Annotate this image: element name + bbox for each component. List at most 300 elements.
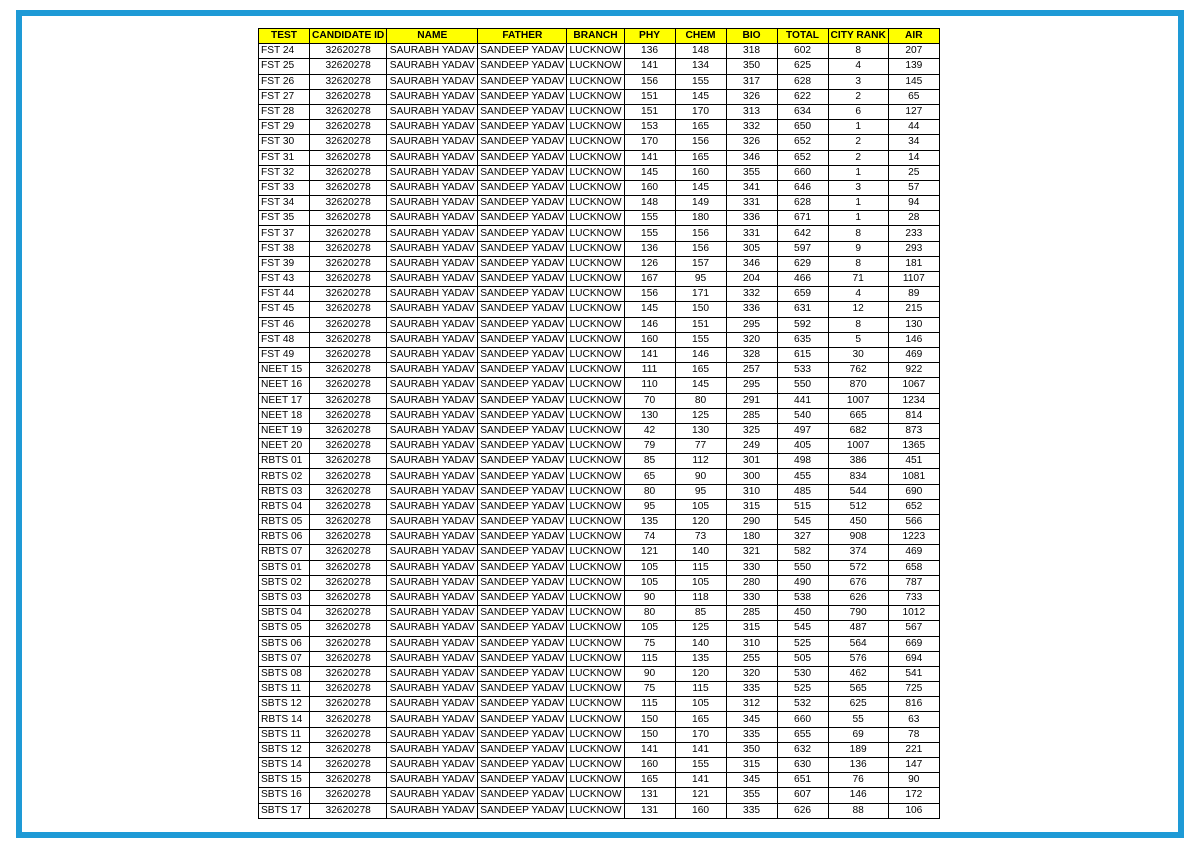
cell-phy: 155	[624, 226, 675, 241]
table-row	[259, 226, 940, 241]
cell-city-rank: 374	[828, 545, 888, 560]
cell-city-rank: 1	[828, 211, 888, 226]
cell-bio: 301	[726, 454, 777, 469]
cell-bio: 335	[726, 682, 777, 697]
cell-total: 602	[777, 44, 828, 59]
cell-air: 215	[888, 302, 939, 317]
cell-test: NEET 15	[259, 363, 310, 378]
cell-father: SANDEEP YADAV	[478, 241, 567, 256]
cell-candidate-id: 32620278	[310, 682, 387, 697]
cell-city-rank: 544	[828, 484, 888, 499]
cell-air: 65	[888, 89, 939, 104]
cell-test: FST 33	[259, 180, 310, 195]
cell-air: 78	[888, 727, 939, 742]
cell-air: 873	[888, 423, 939, 438]
cell-chem: 77	[675, 439, 726, 454]
table-row	[259, 788, 940, 803]
cell-candidate-id: 32620278	[310, 560, 387, 575]
cell-chem: 85	[675, 606, 726, 621]
cell-test: FST 49	[259, 347, 310, 362]
cell-bio: 335	[726, 727, 777, 742]
cell-air: 566	[888, 515, 939, 530]
cell-phy: 90	[624, 590, 675, 605]
cell-total: 441	[777, 393, 828, 408]
cell-phy: 136	[624, 241, 675, 256]
cell-father: SANDEEP YADAV	[478, 393, 567, 408]
table-row	[259, 332, 940, 347]
cell-branch: LUCKNOW	[567, 196, 624, 211]
cell-phy: 141	[624, 347, 675, 362]
cell-bio: 328	[726, 347, 777, 362]
cell-bio: 330	[726, 560, 777, 575]
cell-air: 541	[888, 666, 939, 681]
cell-bio: 326	[726, 89, 777, 104]
cell-air: 207	[888, 44, 939, 59]
cell-city-rank: 1007	[828, 439, 888, 454]
cell-total: 625	[777, 59, 828, 74]
cell-city-rank: 8	[828, 226, 888, 241]
cell-test: FST 44	[259, 287, 310, 302]
cell-candidate-id: 32620278	[310, 499, 387, 514]
cell-air: 652	[888, 499, 939, 514]
cell-name: SAURABH YADAV	[387, 727, 478, 742]
column-header-total: TOTAL	[777, 29, 828, 44]
cell-father: SANDEEP YADAV	[478, 515, 567, 530]
cell-city-rank: 834	[828, 469, 888, 484]
cell-air: 106	[888, 803, 939, 818]
cell-phy: 74	[624, 530, 675, 545]
cell-city-rank: 136	[828, 758, 888, 773]
cell-bio: 315	[726, 621, 777, 636]
cell-test: FST 37	[259, 226, 310, 241]
cell-test: SBTS 15	[259, 773, 310, 788]
cell-chem: 145	[675, 180, 726, 195]
cell-city-rank: 1	[828, 120, 888, 135]
cell-city-rank: 682	[828, 423, 888, 438]
table-row	[259, 484, 940, 499]
cell-name: SAURABH YADAV	[387, 135, 478, 150]
cell-air: 725	[888, 682, 939, 697]
cell-branch: LUCKNOW	[567, 758, 624, 773]
cell-phy: 136	[624, 44, 675, 59]
table-row	[259, 408, 940, 423]
cell-chem: 170	[675, 727, 726, 742]
cell-test: SBTS 12	[259, 742, 310, 757]
cell-air: 469	[888, 545, 939, 560]
cell-phy: 90	[624, 666, 675, 681]
cell-father: SANDEEP YADAV	[478, 499, 567, 514]
cell-test: FST 39	[259, 256, 310, 271]
cell-air: 139	[888, 59, 939, 74]
cell-total: 651	[777, 773, 828, 788]
cell-phy: 160	[624, 758, 675, 773]
cell-bio: 315	[726, 499, 777, 514]
cell-test: SBTS 05	[259, 621, 310, 636]
cell-air: 567	[888, 621, 939, 636]
cell-candidate-id: 32620278	[310, 697, 387, 712]
cell-phy: 160	[624, 332, 675, 347]
cell-city-rank: 9	[828, 241, 888, 256]
cell-test: SBTS 01	[259, 560, 310, 575]
cell-father: SANDEEP YADAV	[478, 44, 567, 59]
cell-branch: LUCKNOW	[567, 226, 624, 241]
cell-city-rank: 908	[828, 530, 888, 545]
cell-candidate-id: 32620278	[310, 211, 387, 226]
cell-test: FST 27	[259, 89, 310, 104]
cell-total: 628	[777, 196, 828, 211]
cell-name: SAURABH YADAV	[387, 59, 478, 74]
cell-father: SANDEEP YADAV	[478, 727, 567, 742]
cell-total: 650	[777, 120, 828, 135]
cell-father: SANDEEP YADAV	[478, 196, 567, 211]
cell-branch: LUCKNOW	[567, 59, 624, 74]
cell-phy: 170	[624, 135, 675, 150]
cell-father: SANDEEP YADAV	[478, 378, 567, 393]
cell-city-rank: 1007	[828, 393, 888, 408]
cell-total: 545	[777, 515, 828, 530]
cell-branch: LUCKNOW	[567, 363, 624, 378]
cell-father: SANDEEP YADAV	[478, 165, 567, 180]
cell-branch: LUCKNOW	[567, 788, 624, 803]
cell-city-rank: 625	[828, 697, 888, 712]
table-row	[259, 727, 940, 742]
cell-air: 28	[888, 211, 939, 226]
cell-city-rank: 450	[828, 515, 888, 530]
cell-chem: 140	[675, 636, 726, 651]
cell-phy: 153	[624, 120, 675, 135]
cell-bio: 350	[726, 742, 777, 757]
cell-total: 626	[777, 803, 828, 818]
table-row	[259, 454, 940, 469]
cell-chem: 165	[675, 150, 726, 165]
cell-branch: LUCKNOW	[567, 651, 624, 666]
cell-city-rank: 88	[828, 803, 888, 818]
cell-phy: 148	[624, 196, 675, 211]
cell-father: SANDEEP YADAV	[478, 150, 567, 165]
cell-candidate-id: 32620278	[310, 515, 387, 530]
cell-name: SAURABH YADAV	[387, 530, 478, 545]
cell-phy: 141	[624, 150, 675, 165]
cell-father: SANDEEP YADAV	[478, 226, 567, 241]
cell-branch: LUCKNOW	[567, 590, 624, 605]
table-row	[259, 256, 940, 271]
cell-test: SBTS 11	[259, 727, 310, 742]
cell-branch: LUCKNOW	[567, 74, 624, 89]
cell-air: 233	[888, 226, 939, 241]
cell-chem: 145	[675, 378, 726, 393]
table-row	[259, 89, 940, 104]
cell-bio: 310	[726, 636, 777, 651]
cell-phy: 135	[624, 515, 675, 530]
table-row	[259, 104, 940, 119]
cell-name: SAURABH YADAV	[387, 317, 478, 332]
cell-chem: 141	[675, 742, 726, 757]
cell-branch: LUCKNOW	[567, 530, 624, 545]
cell-name: SAURABH YADAV	[387, 590, 478, 605]
column-header-bio: BIO	[726, 29, 777, 44]
cell-air: 690	[888, 484, 939, 499]
cell-total: 533	[777, 363, 828, 378]
cell-city-rank: 2	[828, 150, 888, 165]
cell-candidate-id: 32620278	[310, 590, 387, 605]
cell-branch: LUCKNOW	[567, 439, 624, 454]
cell-name: SAURABH YADAV	[387, 120, 478, 135]
cell-air: 63	[888, 712, 939, 727]
cell-city-rank: 3	[828, 180, 888, 195]
cell-name: SAURABH YADAV	[387, 651, 478, 666]
cell-test: SBTS 04	[259, 606, 310, 621]
cell-chem: 120	[675, 666, 726, 681]
cell-name: SAURABH YADAV	[387, 515, 478, 530]
cell-chem: 140	[675, 545, 726, 560]
cell-candidate-id: 32620278	[310, 742, 387, 757]
cell-total: 466	[777, 272, 828, 287]
cell-total: 532	[777, 697, 828, 712]
cell-total: 525	[777, 636, 828, 651]
cell-chem: 157	[675, 256, 726, 271]
cell-total: 550	[777, 560, 828, 575]
cell-branch: LUCKNOW	[567, 211, 624, 226]
cell-total: 497	[777, 423, 828, 438]
cell-bio: 326	[726, 135, 777, 150]
cell-chem: 115	[675, 560, 726, 575]
cell-test: SBTS 17	[259, 803, 310, 818]
table-row	[259, 120, 940, 135]
cell-phy: 130	[624, 408, 675, 423]
cell-branch: LUCKNOW	[567, 484, 624, 499]
cell-phy: 155	[624, 211, 675, 226]
header-row	[259, 29, 940, 44]
cell-test: FST 48	[259, 332, 310, 347]
results-table	[258, 28, 940, 819]
cell-total: 327	[777, 530, 828, 545]
column-header-chem: CHEM	[675, 29, 726, 44]
cell-candidate-id: 32620278	[310, 317, 387, 332]
cell-total: 405	[777, 439, 828, 454]
cell-name: SAURABH YADAV	[387, 560, 478, 575]
cell-phy: 131	[624, 788, 675, 803]
cell-name: SAURABH YADAV	[387, 682, 478, 697]
cell-phy: 85	[624, 454, 675, 469]
cell-test: FST 32	[259, 165, 310, 180]
table-row	[259, 758, 940, 773]
cell-city-rank: 386	[828, 454, 888, 469]
cell-test: NEET 18	[259, 408, 310, 423]
cell-total: 629	[777, 256, 828, 271]
cell-father: SANDEEP YADAV	[478, 803, 567, 818]
table-row	[259, 363, 940, 378]
table-row	[259, 773, 940, 788]
cell-bio: 290	[726, 515, 777, 530]
table-row	[259, 44, 940, 59]
cell-name: SAURABH YADAV	[387, 180, 478, 195]
cell-chem: 160	[675, 803, 726, 818]
table-row	[259, 530, 940, 545]
cell-bio: 313	[726, 104, 777, 119]
cell-air: 694	[888, 651, 939, 666]
cell-candidate-id: 32620278	[310, 530, 387, 545]
cell-test: NEET 17	[259, 393, 310, 408]
cell-branch: LUCKNOW	[567, 272, 624, 287]
cell-chem: 170	[675, 104, 726, 119]
cell-city-rank: 6	[828, 104, 888, 119]
cell-phy: 156	[624, 74, 675, 89]
cell-total: 515	[777, 499, 828, 514]
cell-city-rank: 665	[828, 408, 888, 423]
cell-phy: 115	[624, 651, 675, 666]
cell-test: SBTS 02	[259, 575, 310, 590]
cell-total: 530	[777, 666, 828, 681]
cell-bio: 350	[726, 59, 777, 74]
column-header-test: TEST	[259, 29, 310, 44]
cell-air: 1081	[888, 469, 939, 484]
cell-chem: 134	[675, 59, 726, 74]
cell-name: SAURABH YADAV	[387, 636, 478, 651]
cell-chem: 105	[675, 575, 726, 590]
cell-chem: 155	[675, 74, 726, 89]
cell-phy: 151	[624, 104, 675, 119]
cell-branch: LUCKNOW	[567, 120, 624, 135]
cell-bio: 321	[726, 545, 777, 560]
cell-city-rank: 8	[828, 44, 888, 59]
cell-city-rank: 30	[828, 347, 888, 362]
cell-chem: 141	[675, 773, 726, 788]
cell-branch: LUCKNOW	[567, 575, 624, 590]
cell-air: 1365	[888, 439, 939, 454]
cell-branch: LUCKNOW	[567, 378, 624, 393]
cell-chem: 135	[675, 651, 726, 666]
cell-branch: LUCKNOW	[567, 393, 624, 408]
cell-candidate-id: 32620278	[310, 666, 387, 681]
cell-name: SAURABH YADAV	[387, 742, 478, 757]
cell-air: 293	[888, 241, 939, 256]
cell-test: SBTS 07	[259, 651, 310, 666]
cell-phy: 79	[624, 439, 675, 454]
cell-bio: 332	[726, 287, 777, 302]
cell-bio: 332	[726, 120, 777, 135]
cell-father: SANDEEP YADAV	[478, 651, 567, 666]
cell-total: 607	[777, 788, 828, 803]
cell-candidate-id: 32620278	[310, 575, 387, 590]
cell-test: SBTS 14	[259, 758, 310, 773]
cell-father: SANDEEP YADAV	[478, 590, 567, 605]
cell-total: 632	[777, 742, 828, 757]
cell-total: 652	[777, 135, 828, 150]
cell-phy: 141	[624, 59, 675, 74]
cell-test: FST 45	[259, 302, 310, 317]
cell-phy: 75	[624, 636, 675, 651]
cell-bio: 341	[726, 180, 777, 195]
cell-air: 816	[888, 697, 939, 712]
cell-father: SANDEEP YADAV	[478, 408, 567, 423]
cell-father: SANDEEP YADAV	[478, 135, 567, 150]
cell-phy: 70	[624, 393, 675, 408]
cell-air: 669	[888, 636, 939, 651]
table-row	[259, 317, 940, 332]
cell-phy: 150	[624, 727, 675, 742]
cell-name: SAURABH YADAV	[387, 74, 478, 89]
cell-name: SAURABH YADAV	[387, 621, 478, 636]
cell-bio: 180	[726, 530, 777, 545]
cell-city-rank: 5	[828, 332, 888, 347]
cell-candidate-id: 32620278	[310, 636, 387, 651]
column-header-branch: BRANCH	[567, 29, 624, 44]
cell-phy: 115	[624, 697, 675, 712]
column-header-father: FATHER	[478, 29, 567, 44]
cell-branch: LUCKNOW	[567, 499, 624, 514]
cell-chem: 160	[675, 165, 726, 180]
cell-city-rank: 8	[828, 256, 888, 271]
cell-chem: 125	[675, 621, 726, 636]
cell-branch: LUCKNOW	[567, 621, 624, 636]
cell-air: 127	[888, 104, 939, 119]
cell-air: 1107	[888, 272, 939, 287]
cell-father: SANDEEP YADAV	[478, 302, 567, 317]
cell-total: 525	[777, 682, 828, 697]
cell-test: SBTS 06	[259, 636, 310, 651]
cell-air: 1234	[888, 393, 939, 408]
cell-chem: 73	[675, 530, 726, 545]
cell-chem: 146	[675, 347, 726, 362]
cell-candidate-id: 32620278	[310, 545, 387, 560]
cell-father: SANDEEP YADAV	[478, 180, 567, 195]
table-row	[259, 196, 940, 211]
table-row	[259, 636, 940, 651]
cell-name: SAURABH YADAV	[387, 272, 478, 287]
cell-test: RBTS 14	[259, 712, 310, 727]
cell-name: SAURABH YADAV	[387, 803, 478, 818]
cell-bio: 345	[726, 712, 777, 727]
cell-chem: 130	[675, 423, 726, 438]
cell-candidate-id: 32620278	[310, 180, 387, 195]
table-row	[259, 666, 940, 681]
cell-total: 652	[777, 150, 828, 165]
cell-bio: 325	[726, 423, 777, 438]
cell-bio: 345	[726, 773, 777, 788]
cell-air: 1067	[888, 378, 939, 393]
table-row	[259, 545, 940, 560]
cell-chem: 90	[675, 469, 726, 484]
table-row	[259, 302, 940, 317]
cell-candidate-id: 32620278	[310, 302, 387, 317]
cell-bio: 291	[726, 393, 777, 408]
table-row	[259, 135, 940, 150]
table-row	[259, 621, 940, 636]
cell-air: 89	[888, 287, 939, 302]
cell-air: 469	[888, 347, 939, 362]
cell-father: SANDEEP YADAV	[478, 742, 567, 757]
cell-chem: 112	[675, 454, 726, 469]
cell-name: SAURABH YADAV	[387, 545, 478, 560]
cell-branch: LUCKNOW	[567, 515, 624, 530]
cell-total: 485	[777, 484, 828, 499]
cell-chem: 156	[675, 241, 726, 256]
cell-candidate-id: 32620278	[310, 256, 387, 271]
cell-phy: 75	[624, 682, 675, 697]
cell-name: SAURABH YADAV	[387, 408, 478, 423]
cell-father: SANDEEP YADAV	[478, 74, 567, 89]
cell-total: 660	[777, 712, 828, 727]
cell-branch: LUCKNOW	[567, 89, 624, 104]
cell-chem: 95	[675, 484, 726, 499]
cell-phy: 65	[624, 469, 675, 484]
cell-phy: 111	[624, 363, 675, 378]
cell-chem: 148	[675, 44, 726, 59]
cell-city-rank: 55	[828, 712, 888, 727]
cell-phy: 141	[624, 742, 675, 757]
cell-total: 635	[777, 332, 828, 347]
cell-total: 634	[777, 104, 828, 119]
